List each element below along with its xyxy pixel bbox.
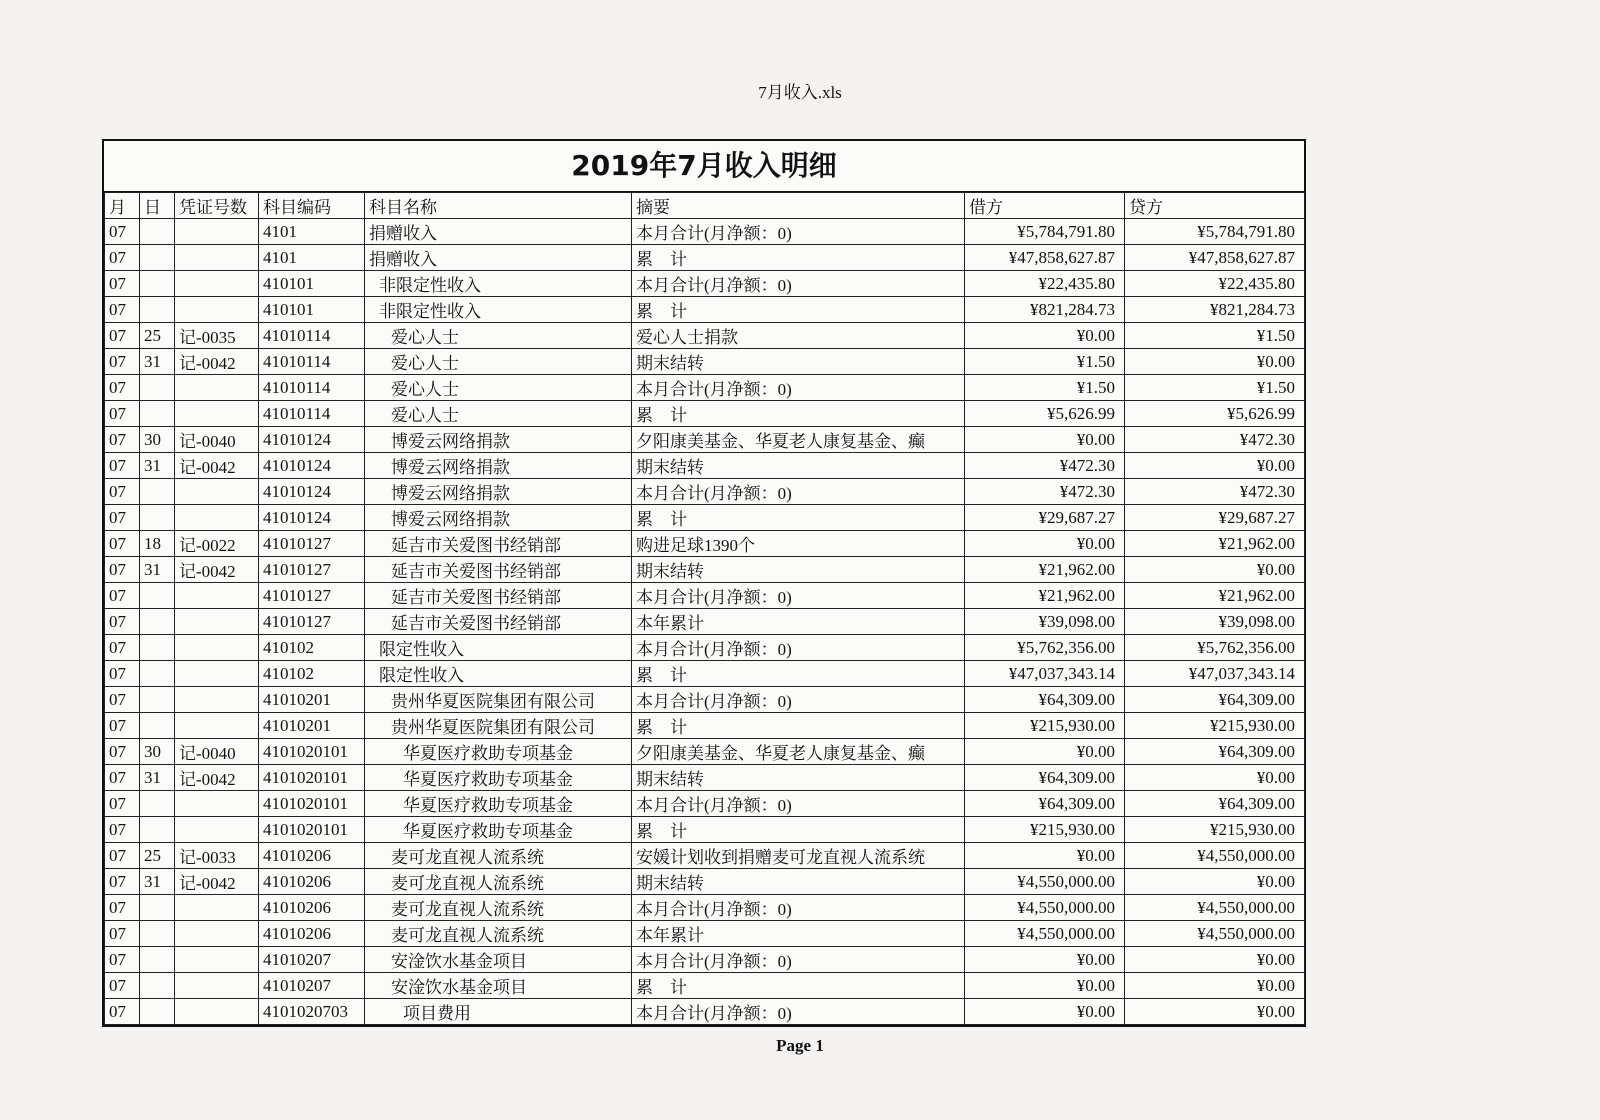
table-row: [105, 609, 1305, 635]
cell-debit: ¥1.50: [965, 349, 1125, 375]
cell-name: 爱心人士: [365, 375, 632, 401]
cell-day: [140, 479, 175, 505]
cell-code: 410101: [259, 271, 365, 297]
cell-code: 410101: [259, 297, 365, 323]
cell-month: 07: [105, 479, 140, 505]
table-row: [105, 791, 1305, 817]
table-row: [105, 583, 1305, 609]
cell-credit: ¥1.50: [1125, 375, 1305, 401]
cell-day: 30: [140, 739, 175, 765]
cell-debit: ¥29,687.27: [965, 505, 1125, 531]
cell-name: 华夏医疗救助专项基金: [365, 765, 632, 791]
cell-code: 41010206: [259, 869, 365, 895]
sheet-title: 2019年7月收入明细: [104, 141, 1304, 192]
cell-month: 07: [105, 999, 140, 1025]
cell-name: 麦可龙直视人流系统: [365, 921, 632, 947]
cell-credit: ¥21,962.00: [1125, 531, 1305, 557]
cell-summary: 累 计: [632, 973, 965, 999]
cell-voucher: [175, 921, 259, 947]
col-month-header: 月: [105, 193, 140, 219]
cell-month: 07: [105, 349, 140, 375]
cell-month: 07: [105, 869, 140, 895]
cell-summary: 期末结转: [632, 557, 965, 583]
cell-voucher: [175, 635, 259, 661]
cell-month: 07: [105, 973, 140, 999]
cell-debit: ¥472.30: [965, 479, 1125, 505]
cell-code: 41010206: [259, 843, 365, 869]
cell-name: 延吉市关爱图书经销部: [365, 557, 632, 583]
cell-month: 07: [105, 765, 140, 791]
cell-voucher: 记-0033: [175, 843, 259, 869]
table-row: [105, 869, 1305, 895]
cell-summary: 本月合计(月净额：0): [632, 375, 965, 401]
cell-credit: ¥5,626.99: [1125, 401, 1305, 427]
cell-name: 贵州华夏医院集团有限公司: [365, 687, 632, 713]
cell-debit: ¥215,930.00: [965, 817, 1125, 843]
cell-credit: ¥821,284.73: [1125, 297, 1305, 323]
cell-month: 07: [105, 453, 140, 479]
cell-day: [140, 635, 175, 661]
cell-summary: 爱心人士捐款: [632, 323, 965, 349]
cell-debit: ¥472.30: [965, 453, 1125, 479]
ledger-sheet: [102, 139, 1306, 1027]
cell-credit: ¥0.00: [1125, 349, 1305, 375]
table-row: [105, 271, 1305, 297]
table-row: [105, 453, 1305, 479]
cell-month: 07: [105, 427, 140, 453]
cell-debit: ¥4,550,000.00: [965, 869, 1125, 895]
cell-name: 华夏医疗救助专项基金: [365, 791, 632, 817]
cell-month: 07: [105, 219, 140, 245]
cell-summary: 期末结转: [632, 453, 965, 479]
cell-day: [140, 687, 175, 713]
cell-code: 41010207: [259, 947, 365, 973]
cell-credit: ¥4,550,000.00: [1125, 843, 1305, 869]
col-summary-header: 摘要: [632, 193, 965, 219]
cell-code: 41010201: [259, 687, 365, 713]
cell-debit: ¥47,858,627.87: [965, 245, 1125, 271]
cell-summary: 累 计: [632, 505, 965, 531]
cell-month: 07: [105, 401, 140, 427]
cell-credit: ¥0.00: [1125, 869, 1305, 895]
cell-summary: 本月合计(月净额：0): [632, 479, 965, 505]
cell-credit: ¥4,550,000.00: [1125, 921, 1305, 947]
cell-voucher: [175, 245, 259, 271]
cell-voucher: [175, 895, 259, 921]
cell-day: [140, 401, 175, 427]
cell-summary: 本年累计: [632, 609, 965, 635]
cell-voucher: 记-0042: [175, 557, 259, 583]
cell-day: 31: [140, 765, 175, 791]
cell-name: 贵州华夏医院集团有限公司: [365, 713, 632, 739]
cell-month: 07: [105, 947, 140, 973]
cell-day: [140, 791, 175, 817]
table-row: [105, 427, 1305, 453]
table-row: [105, 739, 1305, 765]
table-row: [105, 245, 1305, 271]
cell-name: 安淦饮水基金项目: [365, 973, 632, 999]
cell-code: 41010207: [259, 973, 365, 999]
cell-code: 41010124: [259, 479, 365, 505]
cell-summary: 累 计: [632, 297, 965, 323]
col-debit-header: 借方: [965, 193, 1125, 219]
cell-day: 18: [140, 531, 175, 557]
cell-month: 07: [105, 713, 140, 739]
cell-credit: ¥472.30: [1125, 479, 1305, 505]
cell-day: [140, 713, 175, 739]
cell-name: 爱心人士: [365, 323, 632, 349]
cell-voucher: [175, 687, 259, 713]
cell-credit: ¥0.00: [1125, 947, 1305, 973]
page-number: Page 1: [776, 1036, 824, 1055]
cell-voucher: [175, 791, 259, 817]
cell-credit: ¥0.00: [1125, 973, 1305, 999]
table-row: [105, 297, 1305, 323]
cell-day: 31: [140, 453, 175, 479]
cell-voucher: [175, 661, 259, 687]
cell-code: 41010114: [259, 323, 365, 349]
cell-debit: ¥64,309.00: [965, 791, 1125, 817]
cell-code: 41010127: [259, 557, 365, 583]
cell-credit: ¥5,784,791.80: [1125, 219, 1305, 245]
cell-voucher: 记-0040: [175, 427, 259, 453]
cell-name: 博爱云网络捐款: [365, 453, 632, 479]
cell-debit: ¥0.00: [965, 947, 1125, 973]
cell-day: [140, 271, 175, 297]
cell-day: [140, 947, 175, 973]
cell-debit: ¥21,962.00: [965, 583, 1125, 609]
cell-voucher: [175, 583, 259, 609]
cell-voucher: 记-0022: [175, 531, 259, 557]
cell-month: 07: [105, 661, 140, 687]
cell-debit: ¥4,550,000.00: [965, 921, 1125, 947]
cell-code: 4101020703: [259, 999, 365, 1025]
cell-debit: ¥22,435.80: [965, 271, 1125, 297]
cell-voucher: 记-0042: [175, 349, 259, 375]
cell-day: [140, 505, 175, 531]
cell-name: 爱心人士: [365, 401, 632, 427]
table-row: [105, 843, 1305, 869]
cell-name: 博爱云网络捐款: [365, 505, 632, 531]
cell-debit: ¥64,309.00: [965, 687, 1125, 713]
table-row: [105, 479, 1305, 505]
cell-summary: 期末结转: [632, 349, 965, 375]
table-row: [105, 349, 1305, 375]
cell-voucher: 记-0040: [175, 739, 259, 765]
cell-name: 麦可龙直视人流系统: [365, 843, 632, 869]
cell-credit: ¥64,309.00: [1125, 739, 1305, 765]
cell-credit: ¥5,762,356.00: [1125, 635, 1305, 661]
table-row: [105, 219, 1305, 245]
cell-summary: 本月合计(月净额：0): [632, 687, 965, 713]
ledger-body: [105, 219, 1305, 1025]
cell-debit: ¥47,037,343.14: [965, 661, 1125, 687]
cell-debit: ¥5,626.99: [965, 401, 1125, 427]
cell-day: 31: [140, 557, 175, 583]
cell-voucher: [175, 999, 259, 1025]
table-row: [105, 401, 1305, 427]
cell-code: 4101020101: [259, 791, 365, 817]
file-name-header: 7月收入.xls: [758, 83, 842, 102]
cell-month: 07: [105, 297, 140, 323]
cell-credit: ¥47,037,343.14: [1125, 661, 1305, 687]
cell-summary: 本月合计(月净额：0): [632, 947, 965, 973]
cell-summary: 夕阳康美基金、华夏老人康复基金、癫: [632, 427, 965, 453]
cell-day: [140, 973, 175, 999]
table-row: [105, 713, 1305, 739]
table-row: [105, 375, 1305, 401]
cell-voucher: 记-0042: [175, 765, 259, 791]
cell-debit: ¥1.50: [965, 375, 1125, 401]
cell-name: 延吉市关爱图书经销部: [365, 531, 632, 557]
cell-summary: 本月合计(月净额：0): [632, 219, 965, 245]
col-code-header: 科目编码: [259, 193, 365, 219]
cell-month: 07: [105, 635, 140, 661]
cell-code: 41010127: [259, 531, 365, 557]
cell-month: 07: [105, 505, 140, 531]
cell-summary: 本月合计(月净额：0): [632, 271, 965, 297]
cell-summary: 累 计: [632, 401, 965, 427]
cell-code: 4101: [259, 245, 365, 271]
table-row: [105, 687, 1305, 713]
cell-summary: 购进足球1390个: [632, 531, 965, 557]
table-row: [105, 973, 1305, 999]
col-day-header: 日: [140, 193, 175, 219]
cell-voucher: [175, 505, 259, 531]
table-row: [105, 531, 1305, 557]
cell-summary: 累 计: [632, 713, 965, 739]
cell-debit: ¥215,930.00: [965, 713, 1125, 739]
cell-voucher: [175, 973, 259, 999]
cell-code: 4101020101: [259, 817, 365, 843]
table-row: [105, 635, 1305, 661]
cell-month: 07: [105, 557, 140, 583]
cell-credit: ¥0.00: [1125, 557, 1305, 583]
cell-name: 博爱云网络捐款: [365, 427, 632, 453]
cell-month: 07: [105, 531, 140, 557]
cell-name: 限定性收入: [365, 635, 632, 661]
cell-name: 安淦饮水基金项目: [365, 947, 632, 973]
cell-summary: 本月合计(月净额：0): [632, 583, 965, 609]
cell-code: 41010114: [259, 349, 365, 375]
cell-day: [140, 297, 175, 323]
cell-code: 41010124: [259, 453, 365, 479]
cell-credit: ¥4,550,000.00: [1125, 895, 1305, 921]
cell-code: 41010127: [259, 583, 365, 609]
cell-voucher: 记-0042: [175, 869, 259, 895]
cell-debit: ¥0.00: [965, 843, 1125, 869]
cell-month: 07: [105, 375, 140, 401]
cell-code: 4101020101: [259, 765, 365, 791]
cell-day: [140, 245, 175, 271]
cell-credit: ¥472.30: [1125, 427, 1305, 453]
cell-credit: ¥0.00: [1125, 453, 1305, 479]
cell-credit: ¥47,858,627.87: [1125, 245, 1305, 271]
table-row: [105, 323, 1305, 349]
cell-summary: 夕阳康美基金、华夏老人康复基金、癫: [632, 739, 965, 765]
cell-debit: ¥0.00: [965, 973, 1125, 999]
cell-day: 25: [140, 843, 175, 869]
cell-code: 410102: [259, 635, 365, 661]
cell-day: [140, 895, 175, 921]
cell-day: 30: [140, 427, 175, 453]
cell-credit: ¥39,098.00: [1125, 609, 1305, 635]
cell-month: 07: [105, 791, 140, 817]
cell-credit: ¥29,687.27: [1125, 505, 1305, 531]
cell-day: 31: [140, 869, 175, 895]
table-row: [105, 947, 1305, 973]
cell-month: 07: [105, 271, 140, 297]
cell-name: 限定性收入: [365, 661, 632, 687]
cell-debit: ¥821,284.73: [965, 297, 1125, 323]
cell-month: 07: [105, 843, 140, 869]
cell-code: 41010201: [259, 713, 365, 739]
ledger-table: [104, 192, 1305, 1025]
cell-credit: ¥64,309.00: [1125, 687, 1305, 713]
cell-name: 博爱云网络捐款: [365, 479, 632, 505]
cell-code: 4101020101: [259, 739, 365, 765]
cell-debit: ¥0.00: [965, 531, 1125, 557]
cell-code: 41010206: [259, 895, 365, 921]
cell-month: 07: [105, 245, 140, 271]
cell-debit: ¥5,784,791.80: [965, 219, 1125, 245]
cell-month: 07: [105, 609, 140, 635]
cell-name: 捐赠收入: [365, 245, 632, 271]
cell-voucher: [175, 219, 259, 245]
cell-name: 华夏医疗救助专项基金: [365, 739, 632, 765]
cell-code: 41010114: [259, 401, 365, 427]
cell-code: 41010114: [259, 375, 365, 401]
cell-code: 41010127: [259, 609, 365, 635]
cell-voucher: [175, 271, 259, 297]
cell-month: 07: [105, 921, 140, 947]
cell-voucher: [175, 375, 259, 401]
cell-debit: ¥0.00: [965, 999, 1125, 1025]
cell-summary: 本月合计(月净额：0): [632, 635, 965, 661]
cell-day: [140, 661, 175, 687]
col-voucher-header: 凭证号数: [175, 193, 259, 219]
cell-voucher: 记-0042: [175, 453, 259, 479]
cell-summary: 本年累计: [632, 921, 965, 947]
cell-voucher: [175, 713, 259, 739]
cell-voucher: [175, 297, 259, 323]
cell-day: [140, 999, 175, 1025]
cell-code: 410102: [259, 661, 365, 687]
cell-code: 41010206: [259, 921, 365, 947]
cell-summary: 累 计: [632, 245, 965, 271]
table-row: [105, 921, 1305, 947]
cell-summary: 累 计: [632, 817, 965, 843]
cell-credit: ¥64,309.00: [1125, 791, 1305, 817]
cell-debit: ¥0.00: [965, 739, 1125, 765]
table-row: [105, 999, 1305, 1025]
header-row: [105, 193, 1305, 219]
cell-summary: 安媛计划收到捐赠麦可龙直视人流系统: [632, 843, 965, 869]
cell-day: [140, 609, 175, 635]
table-row: [105, 661, 1305, 687]
cell-voucher: [175, 817, 259, 843]
cell-day: [140, 219, 175, 245]
cell-debit: ¥5,762,356.00: [965, 635, 1125, 661]
col-name-header: 科目名称: [365, 193, 632, 219]
cell-credit: ¥21,962.00: [1125, 583, 1305, 609]
cell-day: [140, 817, 175, 843]
cell-name: 麦可龙直视人流系统: [365, 895, 632, 921]
cell-debit: ¥21,962.00: [965, 557, 1125, 583]
cell-name: 麦可龙直视人流系统: [365, 869, 632, 895]
cell-code: 4101: [259, 219, 365, 245]
cell-day: 31: [140, 349, 175, 375]
cell-month: 07: [105, 817, 140, 843]
table-row: [105, 817, 1305, 843]
cell-month: 07: [105, 323, 140, 349]
cell-name: 华夏医疗救助专项基金: [365, 817, 632, 843]
cell-name: 非限定性收入: [365, 297, 632, 323]
cell-summary: 期末结转: [632, 765, 965, 791]
cell-name: 项目费用: [365, 999, 632, 1025]
cell-name: 爱心人士: [365, 349, 632, 375]
cell-credit: ¥1.50: [1125, 323, 1305, 349]
cell-debit: ¥0.00: [965, 427, 1125, 453]
table-row: [105, 505, 1305, 531]
cell-debit: ¥0.00: [965, 323, 1125, 349]
cell-name: 非限定性收入: [365, 271, 632, 297]
cell-month: 07: [105, 895, 140, 921]
cell-day: [140, 375, 175, 401]
cell-debit: ¥4,550,000.00: [965, 895, 1125, 921]
cell-code: 41010124: [259, 427, 365, 453]
cell-voucher: [175, 479, 259, 505]
cell-credit: ¥0.00: [1125, 765, 1305, 791]
cell-name: 延吉市关爱图书经销部: [365, 609, 632, 635]
cell-name: 捐赠收入: [365, 219, 632, 245]
cell-day: [140, 583, 175, 609]
cell-debit: ¥64,309.00: [965, 765, 1125, 791]
cell-code: 41010124: [259, 505, 365, 531]
cell-credit: ¥0.00: [1125, 999, 1305, 1025]
cell-voucher: [175, 947, 259, 973]
cell-summary: 累 计: [632, 661, 965, 687]
cell-voucher: 记-0035: [175, 323, 259, 349]
table-row: [105, 895, 1305, 921]
cell-day: 25: [140, 323, 175, 349]
table-row: [105, 557, 1305, 583]
cell-summary: 期末结转: [632, 869, 965, 895]
cell-summary: 本月合计(月净额：0): [632, 999, 965, 1025]
cell-day: [140, 921, 175, 947]
cell-credit: ¥215,930.00: [1125, 817, 1305, 843]
cell-summary: 本月合计(月净额：0): [632, 791, 965, 817]
cell-month: 07: [105, 687, 140, 713]
cell-debit: ¥39,098.00: [965, 609, 1125, 635]
cell-voucher: [175, 401, 259, 427]
cell-month: 07: [105, 739, 140, 765]
table-row: [105, 765, 1305, 791]
cell-credit: ¥22,435.80: [1125, 271, 1305, 297]
cell-credit: ¥215,930.00: [1125, 713, 1305, 739]
cell-month: 07: [105, 583, 140, 609]
cell-voucher: [175, 609, 259, 635]
col-credit-header: 贷方: [1125, 193, 1305, 219]
cell-name: 延吉市关爱图书经销部: [365, 583, 632, 609]
cell-summary: 本月合计(月净额：0): [632, 895, 965, 921]
